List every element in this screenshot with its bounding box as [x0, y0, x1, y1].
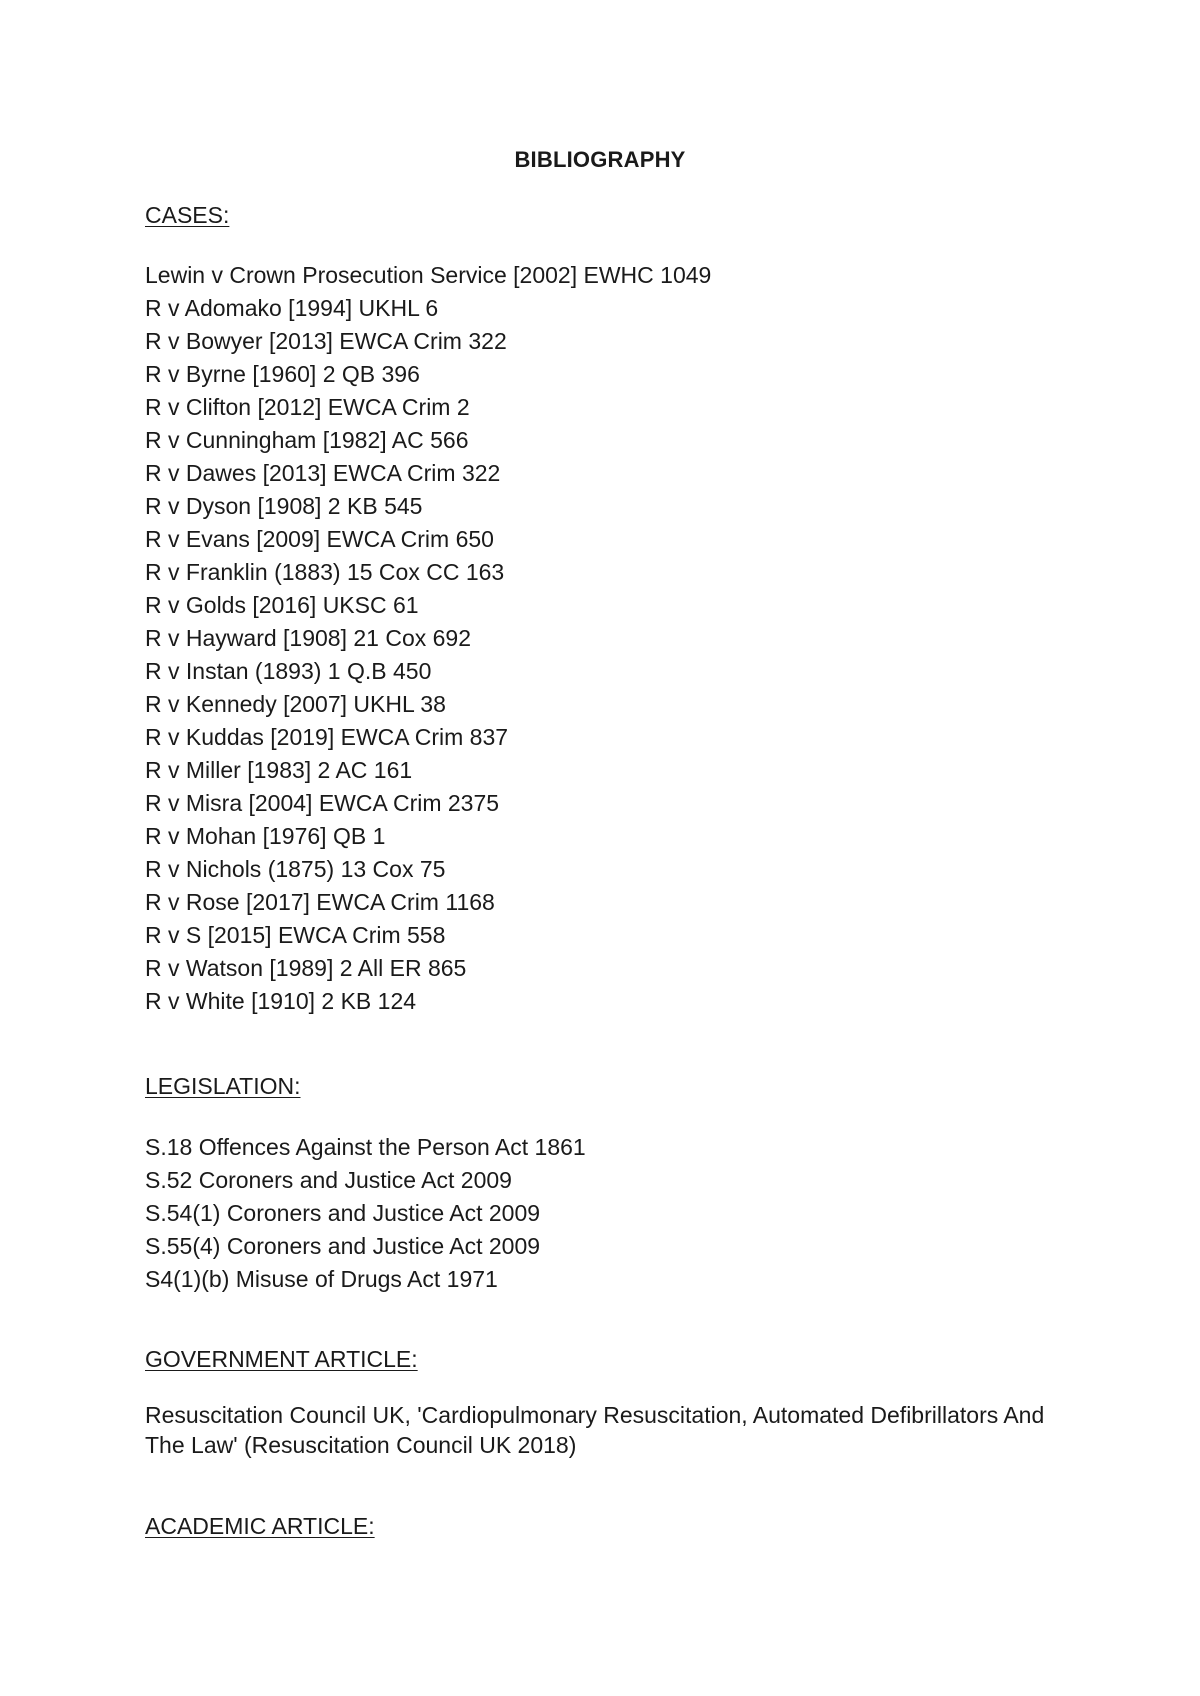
case-entry: R v Cunningham [1982] AC 566	[145, 427, 469, 453]
legislation-heading: LEGISLATION:	[145, 1073, 301, 1099]
case-entry: R v S [2015] EWCA Crim 558	[145, 922, 446, 948]
legislation-entry: S.54(1) Coroners and Justice Act 2009	[145, 1200, 541, 1226]
legislation-entry: S.55(4) Coroners and Justice Act 2009	[145, 1233, 541, 1259]
case-entry: R v Rose [2017] EWCA Crim 1168	[145, 889, 495, 915]
case-entry: R v Instan (1893) 1 Q.B 450	[145, 658, 432, 684]
case-entry: R v White [1910] 2 KB 124	[145, 988, 417, 1014]
case-entry: R v Mohan [1976] QB 1	[145, 823, 386, 849]
case-entry: R v Franklin (1883) 15 Cox CC 163	[145, 559, 505, 585]
government-article-heading: GOVERNMENT ARTICLE:	[145, 1346, 418, 1372]
case-entry: R v Evans [2009] EWCA Crim 650	[145, 526, 494, 552]
case-entry: R v Kennedy [2007] UKHL 38	[145, 691, 446, 717]
case-entry: R v Clifton [2012] EWCA Crim 2	[145, 394, 470, 420]
page-title: BIBLIOGRAPHY	[514, 147, 686, 172]
government-article-entry: Resuscitation Council UK, 'Cardiopulmonary Resuscitation, Automated Defibrillators And The Law' (Resuscitation Council UK 2018)	[145, 1402, 1045, 1458]
case-entry: R v Dawes [2013] EWCA Crim 322	[145, 460, 501, 486]
case-entry: R v Byrne [1960] 2 QB 396	[145, 361, 420, 387]
case-entry: R v Kuddas [2019] EWCA Crim 837	[145, 724, 509, 750]
case-entry: R v Bowyer [2013] EWCA Crim 322	[145, 328, 507, 354]
legislation-entry: S.52 Coroners and Justice Act 2009	[145, 1167, 512, 1193]
case-entry: R v Dyson [1908] 2 KB 545	[145, 493, 423, 519]
legislation-entry: S4(1)(b) Misuse of Drugs Act 1971	[145, 1266, 498, 1292]
cases-list	[145, 259, 1065, 1018]
academic-article-heading: ACADEMIC ARTICLE:	[145, 1513, 375, 1539]
case-entry: R v Golds [2016] UKSC 61	[145, 592, 419, 618]
case-entry: R v Nichols (1875) 13 Cox 75	[145, 856, 446, 882]
case-entry: R v Adomako [1994] UKHL 6	[145, 295, 439, 321]
case-entry: Lewin v Crown Prosecution Service [2002] EWHC 1049	[145, 262, 712, 288]
case-entry: R v Watson [1989] 2 All ER 865	[145, 955, 467, 981]
cases-heading: CASES:	[145, 202, 230, 228]
case-entry: R v Miller [1983] 2 AC 161	[145, 757, 413, 783]
legislation-entry: S.18 Offences Against the Person Act 1861	[145, 1134, 586, 1160]
legislation-list	[145, 1131, 1065, 1296]
case-entry: R v Misra [2004] EWCA Crim 2375	[145, 790, 500, 816]
case-entry: R v Hayward [1908] 21 Cox 692	[145, 625, 472, 651]
